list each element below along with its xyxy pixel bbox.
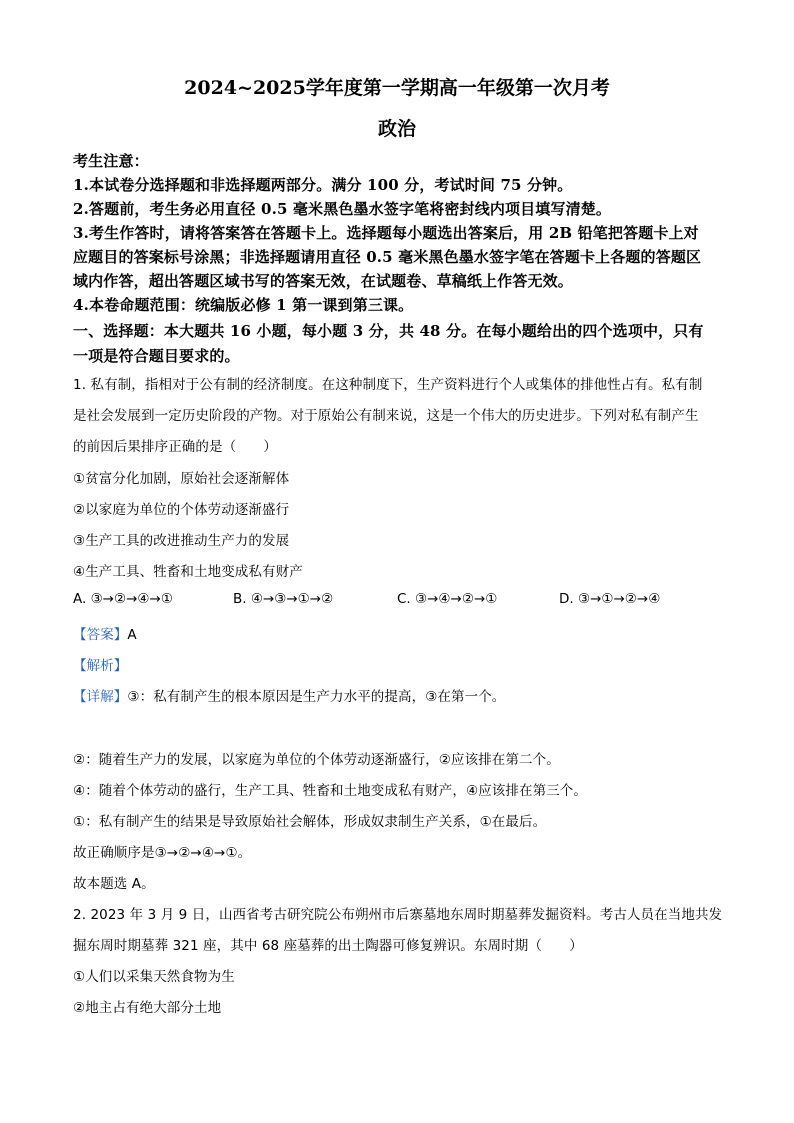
q1-conclusion: 故本题选 A。 <box>73 876 155 892</box>
q1-detail-line-4: ①：私有制产生的结果是导致原始社会解体，形成奴隶制生产关系，①在最后。 <box>73 814 547 830</box>
q1-statement-1: ①贫富分化加剧，原始社会逐渐解体 <box>73 471 290 487</box>
notice-item-1: 1.本试卷分选择题和非选择题两部分。满分 100 分，考试时间 75 分钟。 <box>73 176 573 194</box>
section-heading-line-2: 一项是符合题目要求的。 <box>73 347 240 365</box>
q1-option-d: D. ③→①→②→④ <box>559 591 661 607</box>
subject-title: 政治 <box>377 118 416 140</box>
q2-stem-line-2: 掘东周时期墓葬 321 座，其中 68 座墓葬的出土陶器可修复辨识。东周时期（ ） <box>73 938 583 954</box>
q1-detail-line-3: ④：随着个体劳动的盛行，生产工具、牲畜和土地变成私有财产，④应该排在第三个。 <box>73 783 588 799</box>
q2-statement-2: ②地主占有绝大部分土地 <box>73 1000 222 1016</box>
q1-stem-line-2: 是社会发展到一定历史阶段的产物。对于原始公有制来说，这是一个伟大的历史进步。下列对私有制产生 <box>73 408 699 424</box>
notice-item-3-line-3: 域内作答，超出答题区域书写的答案无效，在试题卷、草稿纸上作答无效。 <box>73 272 573 290</box>
q1-analysis-tag <box>73 654 733 674</box>
q2-stem-line-1: 2. 2023 年 3 月 9 日，山西省考古研究院公布朔州市后寨墓地东周时期墓葬发掘资料。考古人员在当地共发 <box>73 907 723 923</box>
q1-statement-2: ②以家庭为单位的个体劳动逐渐盛行 <box>73 502 290 518</box>
q1-detail-line-1 <box>73 685 733 705</box>
detail-text-1: ③：私有制产生的根本原因是生产力水平的提高，③在第一个。 <box>127 689 506 705</box>
q1-option-c: C. ③→④→②→① <box>397 591 498 607</box>
notice-item-2: 2.答题前，考生务必用直径 0.5 毫米黑色墨水签字笔将密封线内项目填写清楚。 <box>73 200 612 218</box>
section-heading-line-1: 一、选择题：本大题共 16 小题，每小题 3 分，共 48 分。在每小题给出的四个选项中，只有 <box>73 322 704 340</box>
q1-stem-line-3: 的前因后果排序正确的是（ ） <box>73 439 277 455</box>
notice-item-4: 4.本卷命题范围：统编版必修 1 第一课到第三课。 <box>73 296 414 314</box>
notice-heading: 考生注意： <box>73 152 149 170</box>
q1-order: 故正确顺序是③→②→④→①。 <box>73 845 252 861</box>
q1-statement-3: ③生产工具的改进推动生产力的发展 <box>73 533 290 549</box>
notice-item-3-line-2: 应题目的答案标号涂黑；非选择题请用直径 0.5 毫米黑色墨水签字笔在答题卡上各题的答题区 <box>73 248 702 266</box>
q1-detail-line-2: ②：随着生产力的发展，以家庭为单位的个体劳动逐渐盛行，②应该排在第二个。 <box>73 752 560 768</box>
answer-value: A <box>127 627 137 643</box>
analysis-tag: 【解析】 <box>73 658 128 674</box>
q1-answer-line <box>73 623 733 643</box>
answer-tag: 【答案】 <box>73 627 128 643</box>
exam-title: 2024~2025学年度第一学期高一年级第一次月考 <box>184 77 610 99</box>
q2-statement-1: ①人们以采集天然食物为生 <box>73 969 235 985</box>
q1-stem-line-1: 1. 私有制，指相对于公有制的经济制度。在这种制度下，生产资料进行个人或集体的排他性占有。私有制 <box>73 377 703 393</box>
notice-item-3-line-1: 3.考生作答时，请将答案答在答题卡上。选择题每小题选出答案后，用 2B 铅笔把答题卡上对 <box>73 224 699 242</box>
detail-tag: 【详解】 <box>73 689 128 705</box>
q1-option-b: B. ④→③→①→② <box>233 591 334 607</box>
q1-statement-4: ④生产工具、牲畜和土地变成私有财产 <box>73 564 303 580</box>
q1-option-a: A. ③→②→④→① <box>73 591 173 607</box>
